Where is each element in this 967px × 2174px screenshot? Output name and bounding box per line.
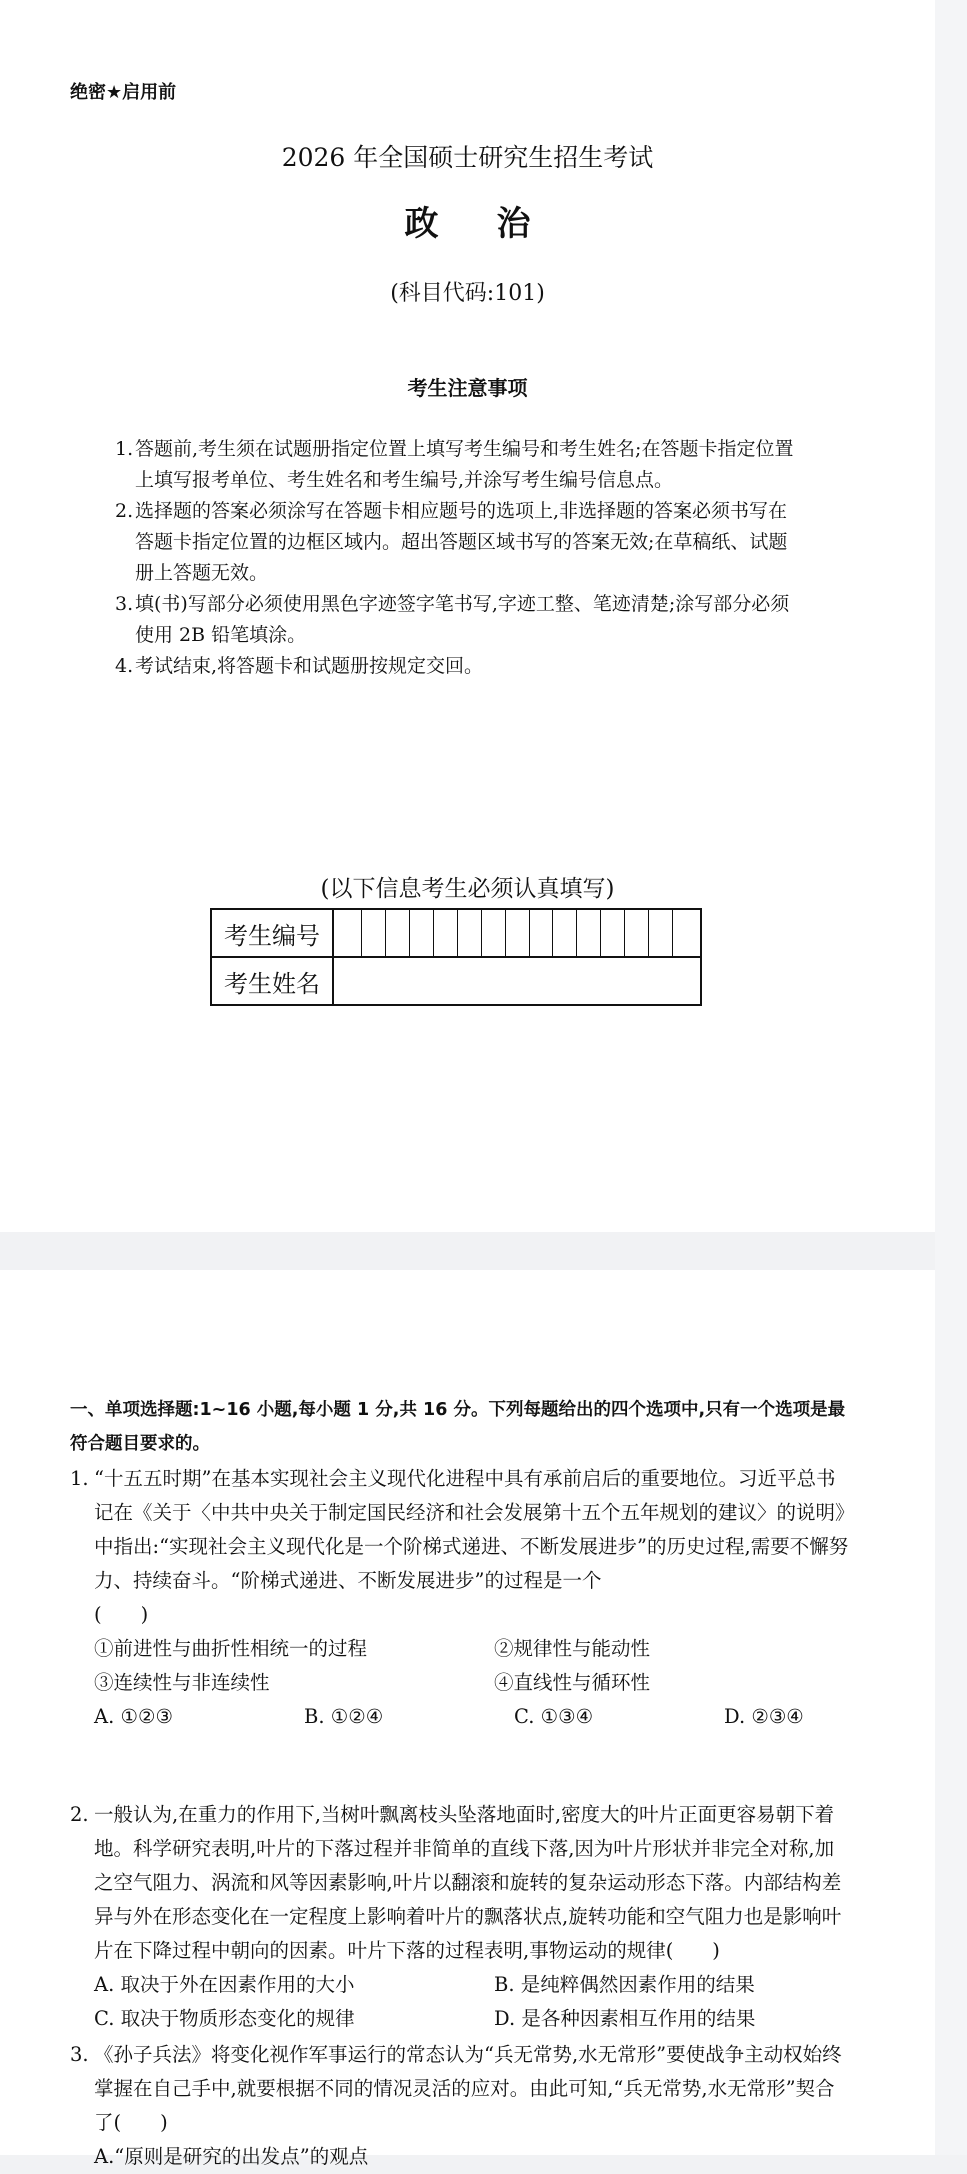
- notice-list: [115, 434, 805, 682]
- digit-box[interactable]: [530, 910, 554, 956]
- digit-box[interactable]: [625, 910, 649, 956]
- digit-box[interactable]: [338, 910, 362, 956]
- candidate-number-boxes: [334, 910, 700, 956]
- digit-box[interactable]: [506, 910, 530, 956]
- statement: ①前进性与曲折性相统一的过程: [94, 1637, 368, 1660]
- question-text: 一般认为,在重力的作用下,当树叶飘离枝头坠落地面时,密度大的叶片正面更容易朝下着地。科学研究表明,叶片的下落过程并非简单的直线下落,因为叶片形状并非完全对称,加之空气阻力、涡流和风等因素影响,叶片以翻滚和旋转的复杂运动形态下落。内部结构差异与外在形态变化在一定程度上影响着叶片的飘落状点,旋转功能和空气阻力也是影响叶片在下降过程中朝向的因素。叶片下落的过程表明,事物运动的规律( ): [94, 1803, 842, 1962]
- digit-box[interactable]: [601, 910, 625, 956]
- digit-box[interactable]: [482, 910, 506, 956]
- option-list: [70, 1968, 850, 2036]
- candidate-info-table: [210, 908, 702, 1006]
- digit-box[interactable]: [434, 910, 458, 956]
- notice-number: 1.: [115, 438, 134, 460]
- option-b[interactable]: B. 是纯粹偶然因素作用的结果: [494, 1973, 755, 1996]
- section-heading: 一、单项选择题:1~16 小题,每小题 1 分,共 16 分。下列每题给出的四个选项中,只有一个选项是最符合题目要求的。: [70, 1400, 846, 1454]
- question-number: 3.: [70, 2043, 89, 2066]
- statement: ②规律性与能动性: [494, 1637, 651, 1660]
- statement: ④直线性与循环性: [494, 1671, 651, 1694]
- candidate-name-row: [211, 957, 701, 1005]
- digit-box[interactable]: [362, 910, 386, 956]
- fill-caption: (以下信息考生必须认真填写): [320, 876, 615, 902]
- statement: ③连续性与非连续性: [94, 1671, 270, 1694]
- candidate-number-field[interactable]: [333, 909, 701, 957]
- notice-item: [115, 589, 805, 651]
- question-number: 2.: [70, 1803, 89, 1826]
- option-a[interactable]: A. ①②③: [94, 1705, 173, 1728]
- candidate-number-label: 考生编号: [211, 909, 333, 957]
- option-d[interactable]: D. 是各种因素相互作用的结果: [494, 2007, 756, 2030]
- digit-box[interactable]: [577, 910, 601, 956]
- option-a[interactable]: A. 取决于外在因素作用的大小: [94, 1973, 355, 1996]
- answer-blank: ( ): [94, 1603, 149, 1626]
- option-c[interactable]: C. 取决于物质形态变化的规律: [94, 2007, 355, 2030]
- question-2: [70, 1798, 850, 2036]
- notice-item: [115, 651, 805, 682]
- candidate-number-row: [211, 909, 701, 957]
- question-1: [70, 1462, 850, 1734]
- secret-label: 绝密★启用前: [70, 82, 177, 103]
- question-text: 《孙子兵法》将变化视作军事运行的常态认为“兵无常势,水无常形”要使战争主动权始终掌握在自己手中,就要根据不同的情况灵活的应对。由此可知,“兵无常势,水无常形”契合了( ): [94, 2043, 842, 2134]
- notice-number: 3.: [115, 593, 134, 615]
- subject-title: 政治: [404, 204, 589, 244]
- candidate-name-label: 考生姓名: [211, 957, 333, 1005]
- option-list: [70, 2140, 850, 2174]
- notice-heading: 考生注意事项: [407, 376, 528, 400]
- notice-text: 考试结束,将答题卡和试题册按规定交回。: [135, 655, 484, 677]
- notice-text: 答题前,考生须在试题册指定位置上填写考生编号和考生姓名;在答题卡指定位置上填写报考单位、考生姓名和考生编号,并涂写考生编号信息点。: [135, 438, 794, 491]
- question-3: [70, 2038, 850, 2174]
- option-c[interactable]: C. ①③④: [514, 1705, 594, 1728]
- digit-box[interactable]: [649, 910, 673, 956]
- exam-title: 2026 年全国硕士研究生招生考试: [281, 143, 654, 172]
- option-d[interactable]: D. ②③④: [724, 1705, 804, 1728]
- option-list: [70, 1700, 850, 1734]
- notice-item: [115, 496, 805, 589]
- notice-number: 2.: [115, 500, 134, 522]
- question-stem: [70, 1798, 850, 1968]
- question-stem: [70, 2038, 850, 2140]
- option-b[interactable]: B. ①②④: [304, 1705, 384, 1728]
- candidate-name-field[interactable]: [333, 957, 701, 1005]
- digit-box[interactable]: [673, 910, 696, 956]
- notice-item: [115, 434, 805, 496]
- notice-number: 4.: [115, 655, 134, 677]
- option-a[interactable]: A.“原则是研究的出发点”的观点: [94, 2145, 369, 2168]
- digit-box[interactable]: [386, 910, 410, 956]
- notice-text: 填(书)写部分必须使用黑色字迹签字笔书写,字迹工整、笔迹清楚;涂写部分必须使用 2B 铅笔填涂。: [135, 593, 790, 646]
- question-stem: [70, 1462, 850, 1598]
- subject-code: (科目代码:101): [390, 281, 545, 306]
- viewer-gutter: [935, 0, 967, 2155]
- digit-box[interactable]: [553, 910, 577, 956]
- question-text: “十五五时期”在基本实现社会主义现代化进程中具有承前启后的重要地位。习近平总书记在《关于〈中共中央关于制定国民经济和社会发展第十五个五年规划的建议〉的说明》中指出:“实现社会主义现代化是一个阶梯式递进、不断发展进步”的历史过程,需要不懈努力、持续奋斗。“阶梯式递进、不断发展进步”的过程是一个: [94, 1467, 849, 1592]
- statement-list: [70, 1632, 850, 1700]
- question-number: 1.: [70, 1467, 89, 1490]
- digit-box[interactable]: [458, 910, 482, 956]
- notice-text: 选择题的答案必须涂写在答题卡相应题号的选项上,非选择题的答案必须书写在答题卡指定位置的边框区域内。超出答题区域书写的答案无效;在草稿纸、试题册上答题无效。: [135, 500, 788, 584]
- digit-box[interactable]: [410, 910, 434, 956]
